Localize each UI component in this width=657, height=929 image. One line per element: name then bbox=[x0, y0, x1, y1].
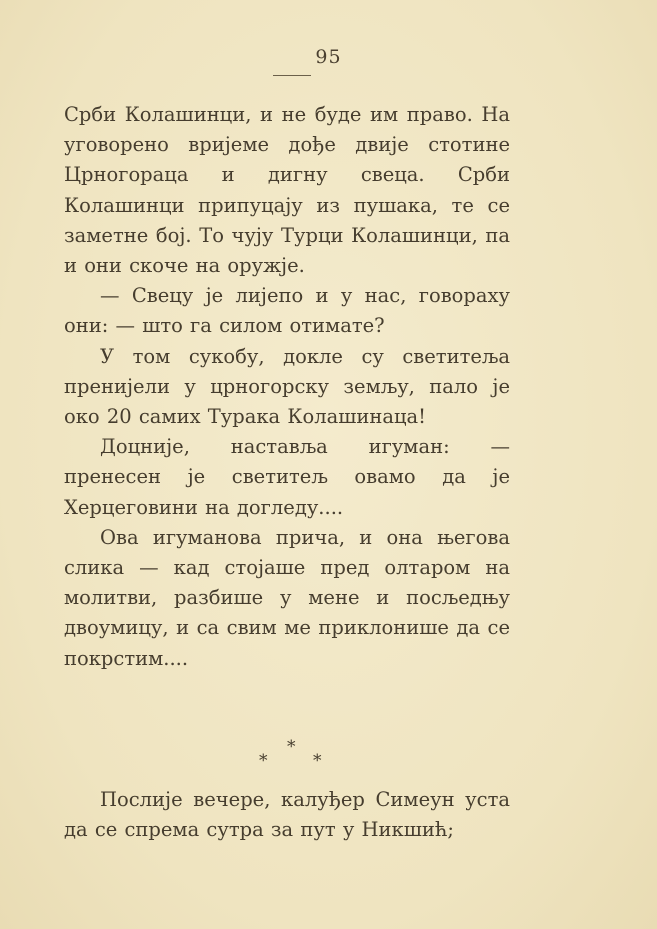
asterisk-top: * bbox=[287, 737, 296, 757]
asterisk-right: * bbox=[313, 751, 322, 771]
section-separator bbox=[0, 735, 657, 775]
body-text-continued bbox=[64, 785, 510, 845]
asterisk-left: * bbox=[259, 751, 268, 771]
page-number-underline bbox=[273, 75, 311, 76]
paragraph-4: Доцније, наставља игуман: — пренесен је светитељ овамо да је Херцеговини на догледу.... bbox=[64, 435, 510, 519]
paragraph-3: У том сукобу, докле су светитеља пренијели у црногорску земљу, пало је око 20 самих Турака Колашинаца! bbox=[64, 344, 510, 429]
paragraph-6: Послије вечере, калуђер Симеун уста да се спрема сутра за пут у Никшић; bbox=[64, 788, 510, 842]
paragraph-5: Ова игуманова прича, и она његова слика — кад стојаше пред олтаром на молитви, разбише у мене и посљедњу двоумицу, и са свим ме приклонише да се покрстим.... bbox=[64, 525, 510, 670]
paragraph-2: — Свецу је лијепо и у нас, говораху они: — што га силом отимате? bbox=[64, 284, 510, 338]
paragraph-1: Срби Колашинци, и не буде им право. На уговорено вријеме дође двије стотине Црногораца и дигну свеца. Срби Колашинци припуцају из пушака, те се заметне бој. То чују Турци Колашинци, па и они скоче на оружје. bbox=[64, 103, 510, 278]
body-text bbox=[64, 100, 510, 674]
page-number: 95 bbox=[315, 46, 342, 68]
